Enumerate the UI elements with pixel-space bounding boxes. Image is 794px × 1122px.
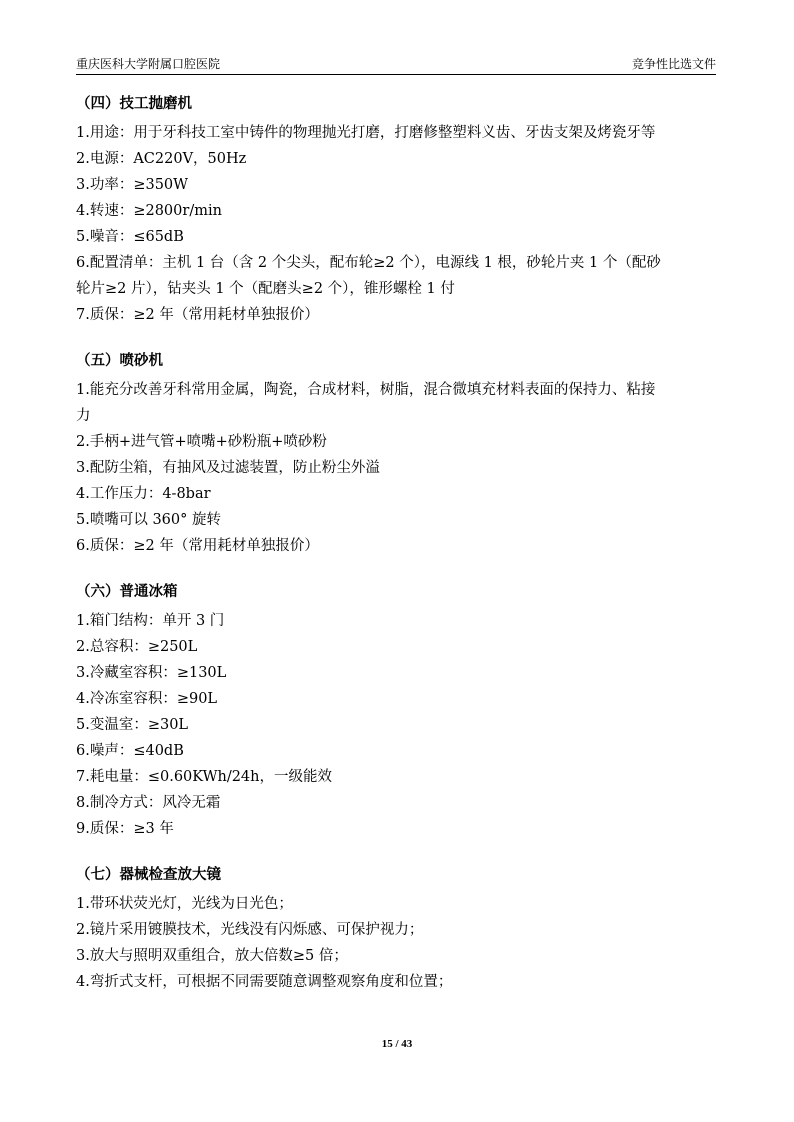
section-sandblaster xyxy=(76,347,718,559)
document-body xyxy=(76,90,718,1014)
section-heading: （六）普通冰箱 xyxy=(76,584,178,600)
spec-line: 4.冷冻室容积：≥90L xyxy=(76,691,218,707)
section-polisher xyxy=(76,90,718,328)
spec-line: 2.总容积：≥250L xyxy=(76,639,198,655)
section-heading: （五）喷砂机 xyxy=(76,353,163,369)
spec-line: 3.放大与照明双重组合，放大倍数≥5 倍； xyxy=(76,948,348,964)
spec-line: 6.质保：≥2 年（常用耗材单独报价） xyxy=(76,538,319,554)
spec-line: 3.配防尘箱，有抽风及过滤装置，防止粉尘外溢 xyxy=(76,460,380,476)
spec-line: 1.箱门结构：单开 3 门 xyxy=(76,613,225,629)
section-heading: （七）器械检查放大镜 xyxy=(76,867,221,883)
spec-line: 5.噪音：≤65dB xyxy=(76,229,184,245)
spec-line: 6.噪声：≤40dB xyxy=(76,743,184,759)
spec-line: 7.质保：≥2 年（常用耗材单独报价） xyxy=(76,307,319,323)
spec-line: 6.配置清单：主机 1 台（含 2 个尖头，配布轮≥2 个），电源线 1 根，砂轮片夹 1 个（配砂 xyxy=(76,255,661,271)
spec-line: 1.带环状荧光灯，光线为日光色； xyxy=(76,896,293,912)
spec-line: 9.质保：≥3 年 xyxy=(76,821,174,837)
spec-line: 4.工作压力：4-8bar xyxy=(76,486,211,502)
spec-line: 4.弯折式支杆，可根据不同需要随意调整观察角度和位置； xyxy=(76,974,453,990)
spec-line: 5.喷嘴可以 360° 旋转 xyxy=(76,512,221,528)
spec-line: 2.电源：AC220V，50Hz xyxy=(76,151,247,167)
page-number: 15 / 43 xyxy=(381,1038,413,1050)
spec-line: 8.制冷方式：风冷无霜 xyxy=(76,795,221,811)
spec-line: 2.镜片采用镀膜技术，光线没有闪烁感、可保护视力； xyxy=(76,922,424,938)
section-refrigerator xyxy=(76,578,718,842)
spec-line: 3.冷藏室容积：≥130L xyxy=(76,665,227,681)
section-magnifier xyxy=(76,861,718,995)
spec-line: 轮片≥2 片），钻夹头 1 个（配磨头≥2 个），锥形螺栓 1 付 xyxy=(76,281,455,297)
spec-line: 3.功率：≥350W xyxy=(76,177,189,193)
spec-line: 2.手柄+进气管+喷嘴+砂粉瓶+喷砂粉 xyxy=(76,434,327,450)
section-heading: （四）技工抛磨机 xyxy=(76,96,192,112)
spec-line: 7.耗电量：≤0.60KWh/24h，一级能效 xyxy=(76,769,333,785)
header-org: 重庆医科大学附属口腔医院 xyxy=(76,57,221,71)
page-header xyxy=(76,52,716,75)
spec-line: 5.变温室：≥30L xyxy=(76,717,189,733)
header-doc-type: 竞争性比选文件 xyxy=(631,57,716,71)
spec-line: 力 xyxy=(76,408,91,424)
spec-line: 1.能充分改善牙科常用金属，陶瓷，合成材料，树脂，混合微填充材料表面的保持力、粘接 xyxy=(76,382,656,398)
spec-line: 4.转速：≥2800r/min xyxy=(76,203,222,219)
spec-line: 1.用途：用于牙科技工室中铸件的物理抛光打磨，打磨修整塑料义齿、牙齿支架及烤瓷牙等 xyxy=(76,125,656,141)
